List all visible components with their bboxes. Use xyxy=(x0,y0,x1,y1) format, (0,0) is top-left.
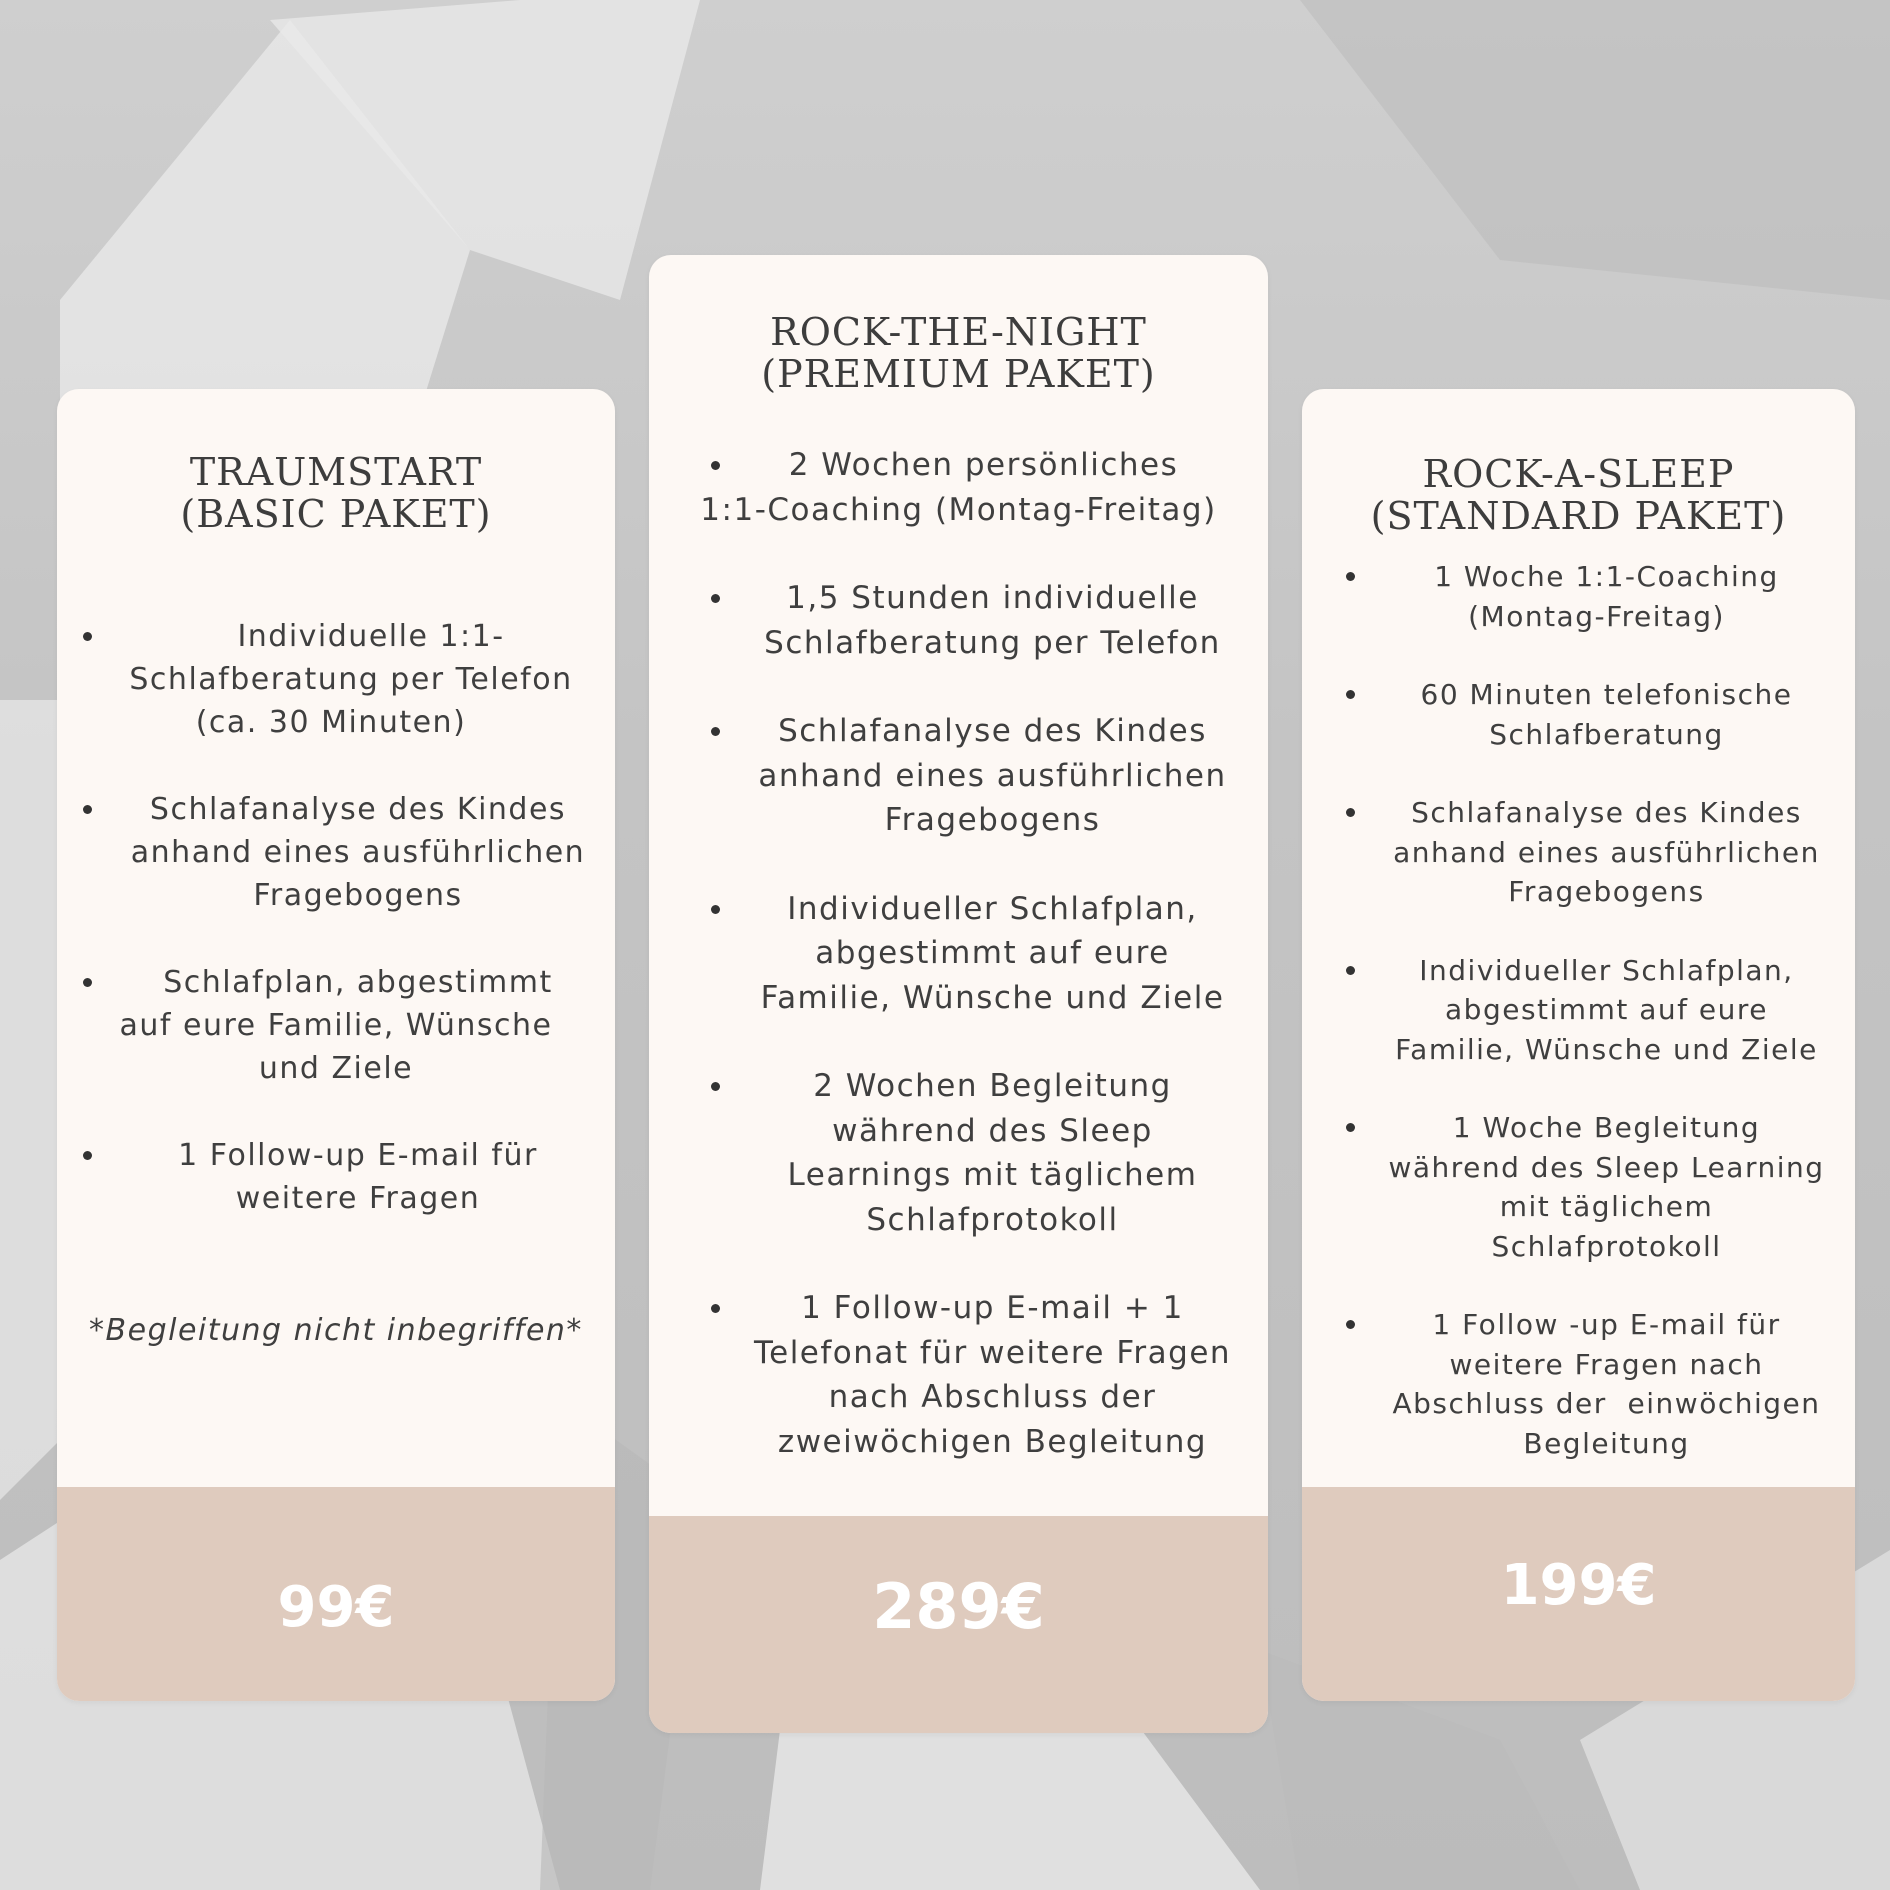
bullet-icon xyxy=(83,632,92,641)
feature-item xyxy=(649,709,1268,843)
price-label: 199€ xyxy=(1500,1553,1657,1618)
card-title-line1: TRAUMSTART xyxy=(189,450,483,494)
feature-item xyxy=(649,443,1268,532)
feature-text: anhand eines ausführlichen xyxy=(130,835,586,870)
feature-item xyxy=(1302,1108,1855,1266)
feature-text: (ca. 30 Minuten) xyxy=(195,705,467,740)
feature-list xyxy=(1302,557,1855,1463)
feature-text: abgestimmt auf eure xyxy=(1445,993,1768,1026)
feature-text: mit täglichem xyxy=(1499,1190,1714,1223)
feature-text: Schlafberatung per Telefon xyxy=(129,662,573,697)
feature-text: Begleitung xyxy=(1523,1426,1690,1460)
feature-text: 1 Follow-up E-mail für xyxy=(178,1138,538,1173)
feature-item xyxy=(649,1064,1268,1242)
feature-text: (Montag-Freitag) xyxy=(1468,599,1725,633)
feature-text: Schlafberatung per Telefon xyxy=(764,624,1221,661)
feature-item xyxy=(1302,675,1855,754)
bullet-icon xyxy=(711,594,720,603)
feature-text: Fragebogens xyxy=(253,878,463,913)
feature-text: Individuelle 1:1- xyxy=(237,619,505,654)
pricing-card-standard[interactable] xyxy=(1302,389,1855,1701)
feature-item xyxy=(1302,793,1855,912)
bullet-icon xyxy=(711,1082,720,1091)
feature-text: 2 Wochen persönliches xyxy=(788,447,1179,483)
feature-text: zweiwöchigen Begleitung xyxy=(777,1423,1208,1460)
feature-text: Familie, Wünsche und Ziele xyxy=(760,979,1225,1016)
feature-text: Schlafberatung xyxy=(1489,717,1724,751)
feature-text: anhand eines ausführlichen xyxy=(1393,835,1820,869)
feature-text: Schlafprotokoll xyxy=(866,1201,1119,1238)
bullet-icon xyxy=(1346,1320,1355,1329)
feature-text: Schlafanalyse des Kindes xyxy=(1411,796,1802,829)
card-title-line2: (BASIC PAKET) xyxy=(180,492,492,536)
feature-text: 1:1-Coaching (Montag-Freitag) xyxy=(700,491,1217,528)
feature-text: abgestimmt auf eure xyxy=(815,935,1170,971)
feature-text: Individueller Schlafplan, xyxy=(787,890,1198,927)
card-title-line1: ROCK-THE-NIGHT xyxy=(770,310,1147,354)
bullet-icon xyxy=(711,1304,720,1313)
feature-text: Familie, Wünsche und Ziele xyxy=(1395,1032,1818,1066)
feature-item xyxy=(649,1286,1268,1464)
feature-text: Learnings mit täglichem xyxy=(787,1157,1198,1193)
feature-item xyxy=(649,576,1268,665)
feature-text: Schlafplan, abgestimmt xyxy=(163,965,553,1000)
feature-text: 60 Minuten telefonische xyxy=(1420,678,1793,711)
card-title xyxy=(57,451,615,535)
pricing-card-premium[interactable] xyxy=(649,255,1268,1733)
feature-item xyxy=(57,1134,615,1220)
bullet-icon xyxy=(83,805,92,814)
bullet-icon xyxy=(1346,690,1355,699)
bullet-icon xyxy=(711,461,720,470)
price-band xyxy=(649,1516,1268,1733)
feature-text: weitere Fragen xyxy=(235,1181,481,1216)
feature-text: nach Abschluss der xyxy=(828,1379,1157,1415)
note-text: *Begleitung nicht inbegriffen* xyxy=(89,1313,583,1348)
feature-list xyxy=(57,615,615,1220)
bullet-icon xyxy=(1346,572,1355,581)
feature-item xyxy=(1302,1305,1855,1463)
feature-item xyxy=(57,615,615,744)
feature-text: und Ziele xyxy=(258,1051,414,1086)
feature-text: weitere Fragen nach xyxy=(1449,1347,1764,1381)
bullet-icon xyxy=(1346,966,1355,975)
feature-text: 1 Woche 1:1-Coaching xyxy=(1434,560,1779,593)
feature-text: 1,5 Stunden individuelle xyxy=(786,580,1199,616)
feature-text: auf eure Familie, Wünsche xyxy=(119,1008,553,1043)
feature-text: Abschluss der einwöchigen xyxy=(1392,1387,1821,1420)
card-title-line2: (PREMIUM PAKET) xyxy=(761,352,1156,396)
feature-text: Fragebogens xyxy=(884,802,1101,838)
feature-list xyxy=(649,443,1268,1464)
feature-item xyxy=(1302,951,1855,1070)
bullet-icon xyxy=(1346,808,1355,817)
bullet-icon xyxy=(711,905,720,914)
feature-text: Fragebogens xyxy=(1508,875,1705,908)
card-title xyxy=(1302,453,1855,537)
feature-text: Telefonat für weitere Fragen xyxy=(753,1334,1232,1371)
bullet-icon xyxy=(1346,1123,1355,1132)
feature-text: Schlafanalyse des Kindes xyxy=(149,792,567,827)
price-band xyxy=(57,1487,615,1701)
bullet-icon xyxy=(711,727,720,736)
bullet-icon xyxy=(83,978,92,987)
price-band xyxy=(1302,1487,1855,1701)
feature-item xyxy=(57,961,615,1090)
feature-text: 1 Follow-up E-mail + 1 xyxy=(801,1290,1184,1326)
feature-text: während des Sleep xyxy=(832,1112,1153,1149)
feature-item xyxy=(649,887,1268,1021)
price-label: 289€ xyxy=(872,1570,1045,1643)
pricing-card-basic[interactable] xyxy=(57,389,615,1701)
feature-text: Schlafanalyse des Kindes xyxy=(778,713,1207,749)
feature-text: Schlafprotokoll xyxy=(1491,1229,1722,1263)
bullet-icon xyxy=(83,1151,92,1160)
card-title-line1: ROCK-A-SLEEP xyxy=(1422,452,1735,496)
feature-text: anhand eines ausführlichen xyxy=(758,757,1227,794)
feature-text: 2 Wochen Begleitung xyxy=(813,1068,1172,1104)
feature-item xyxy=(1302,557,1855,636)
feature-text: 1 Follow -up E-mail für xyxy=(1432,1308,1781,1341)
price-label: 99€ xyxy=(277,1575,395,1640)
feature-text: Individueller Schlafplan, xyxy=(1419,953,1794,987)
feature-text: während des Sleep Learning xyxy=(1388,1150,1825,1184)
feature-text: 1 Woche Begleitung xyxy=(1452,1111,1761,1144)
card-title xyxy=(649,311,1268,395)
card-title-line2: (STANDARD PAKET) xyxy=(1370,494,1787,538)
feature-item xyxy=(57,788,615,917)
